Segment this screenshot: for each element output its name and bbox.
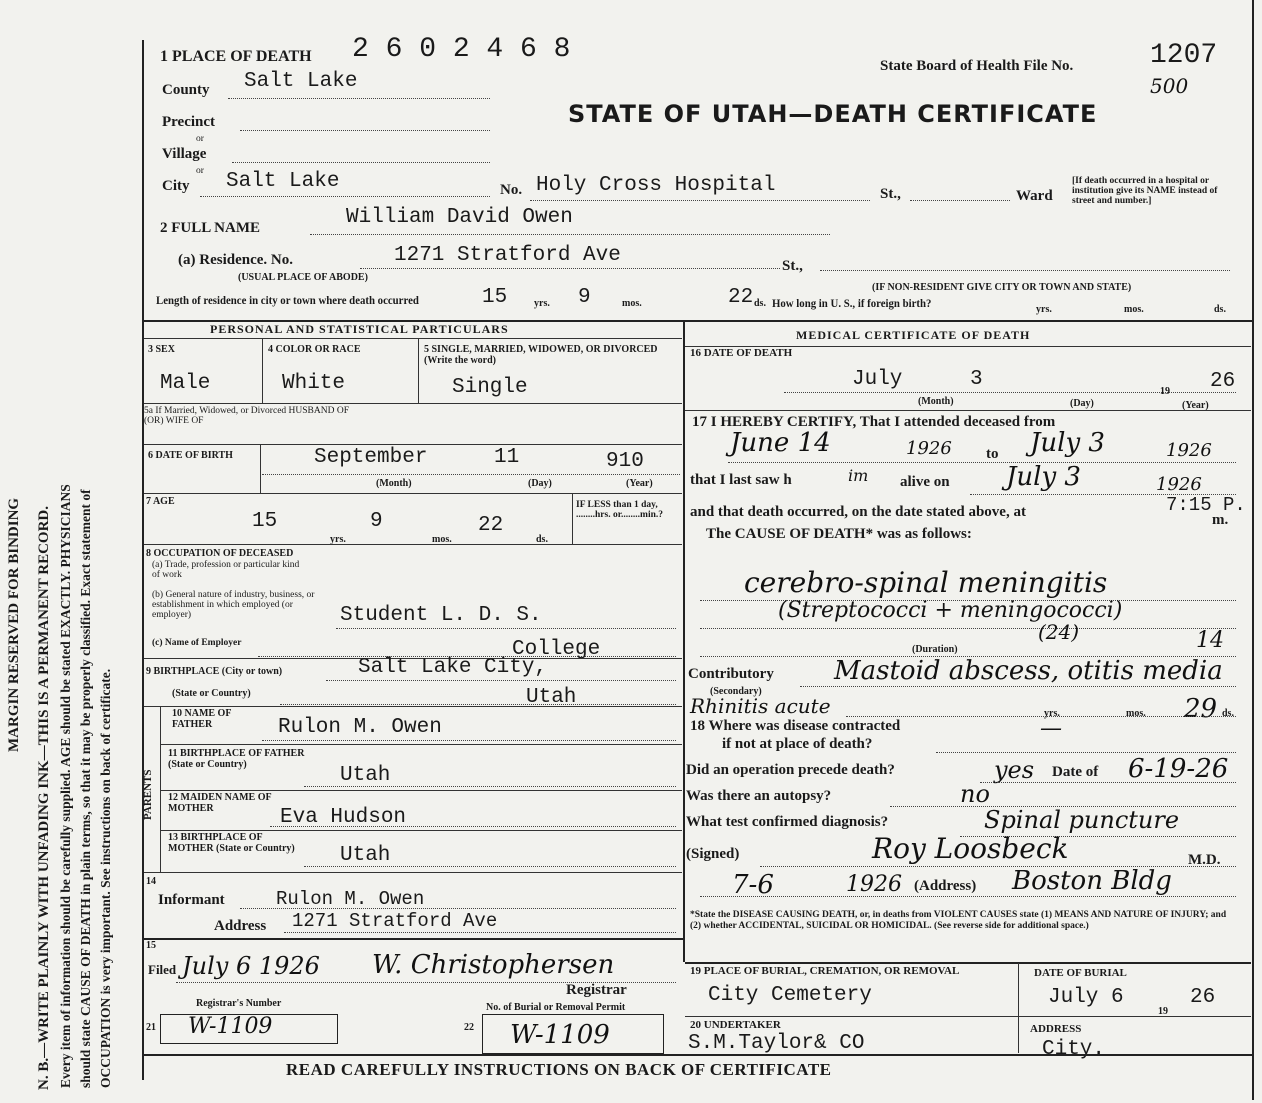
signed-year: 1926	[846, 872, 902, 897]
q18-sublabel: if not at place of death?	[722, 736, 873, 752]
birthplace-state-label: (State or Country)	[172, 688, 251, 699]
instruction-line-4: OCCUPATION is very important. See instructions on back of certificate.	[98, 668, 113, 1088]
registrar-label: Registrar	[566, 982, 627, 998]
medical-heading: MEDICAL CERTIFICATE OF DEATH	[796, 328, 1031, 342]
employer-label: (c) Name of Employer	[152, 638, 242, 648]
residence-days: 22	[728, 286, 754, 309]
contributory-duration: 29	[1184, 694, 1218, 724]
contributory-label: Contributory	[688, 666, 774, 682]
undertaker-label: 20 UNDERTAKER	[690, 1019, 781, 1031]
q18-answer: —	[1040, 716, 1062, 741]
attended-from: June 14	[730, 428, 831, 458]
personal-heading: PERSONAL AND STATISTICAL PARTICULARS	[210, 322, 509, 336]
residence-st-label: St.,	[782, 258, 803, 274]
operation-label: Did an operation precede death?	[686, 762, 895, 778]
file-sub-number: 500	[1150, 74, 1189, 98]
informant-address-label: Address	[214, 918, 267, 934]
filed-date: July 6 1926	[182, 952, 320, 980]
contributory-cause-2: Rhinitis acute	[690, 694, 831, 718]
burial-place-label: 19 PLACE OF BURIAL, CREMATION, OR REMOVAL	[690, 965, 960, 977]
q18-label: 18 Where was disease contracted	[690, 718, 901, 734]
instruction-line-3: should state CAUSE OF DEATH in plain terms, so that it may be properly classified. Exact statement of	[78, 489, 93, 1088]
certify-text: 17 I HEREBY CERTIFY, That I attended deceased from	[692, 414, 1056, 430]
father-name: Rulon M. Owen	[278, 716, 442, 739]
age-label: 7 AGE	[146, 496, 175, 507]
form-right-border	[1252, 0, 1254, 1100]
instruction-line-2: Every item of information should be carefully supplied. AGE should be stated EXACTLY. PHYSICIANS	[58, 484, 73, 1088]
village-label: Village	[162, 146, 207, 162]
duration-unit: 14	[1196, 628, 1224, 653]
item-22-label: 22	[464, 1022, 474, 1033]
filed-label: Filed	[148, 962, 177, 977]
sex-value: Male	[160, 372, 211, 395]
burial-year: 26	[1190, 986, 1216, 1009]
center-divider	[683, 322, 685, 962]
city-value: Salt Lake	[226, 170, 340, 193]
occupation-label: 8 OCCUPATION OF DECEASED	[146, 548, 294, 559]
full-name-value: William David Owen	[346, 206, 573, 229]
contributory-cause: Mastoid abscess, otitis media	[834, 656, 1223, 686]
death-day: 3	[970, 368, 983, 391]
spouse-label: 5a If Married, Widowed, or Divorced HUSBAND OF (OR) WIFE OF	[144, 406, 349, 426]
dob-label: 6 DATE OF BIRTH	[148, 450, 233, 461]
age-yrs-cap: yrs.	[330, 534, 346, 545]
birthplace-label: 9 BIRTHPLACE (City or town)	[146, 666, 283, 677]
occupation-a-label: (a) Trade, profession or particular kind of work	[152, 560, 300, 580]
father-name-label: 10 NAME OF FATHER	[172, 708, 232, 730]
attended-to: July 3	[1030, 428, 1105, 458]
registrar-signature: W. Christophersen	[372, 950, 615, 980]
marital-label: 5 SINGLE, MARRIED, WIDOWED, OR DIVORCED (Write the word)	[424, 344, 658, 366]
death-day-cap: (Day)	[1070, 398, 1094, 409]
place-of-death-label: 1 PLACE OF DEATH	[160, 48, 312, 65]
burial-place: City Cemetery	[708, 984, 872, 1007]
cause-of-death: cerebro-spinal meningitis	[744, 566, 1108, 599]
physician-address-label: (Address)	[914, 878, 977, 894]
precinct-label: Precinct	[162, 114, 216, 130]
occupation-value: Student L. D. S.	[340, 604, 542, 627]
certificate-title: STATE OF UTAH—DEATH CERTIFICATE	[568, 100, 1098, 128]
item-14-label: 14	[146, 876, 156, 887]
us-yrs-label: yrs.	[1036, 304, 1052, 315]
residence-value: 1271 Stratford Ave	[394, 244, 621, 267]
residence-sublabel: (USUAL PLACE OF ABODE)	[238, 272, 368, 283]
alive-on-label: alive on	[900, 474, 950, 490]
us-ds-label: ds.	[1214, 304, 1226, 315]
residence-years: 15	[482, 286, 508, 309]
test-answer: Spinal puncture	[984, 806, 1180, 834]
father-birthplace-label: 11 BIRTHPLACE OF FATHER (State or Country)	[168, 748, 305, 770]
death-time-m: m.	[1212, 512, 1229, 528]
county-value: Salt Lake	[244, 70, 358, 93]
md-label: M.D.	[1188, 852, 1221, 868]
undertaker: S.M.Taylor& CO	[688, 1032, 865, 1055]
us-mos-label: mos.	[1124, 304, 1144, 315]
secondary-label: (Secondary)	[710, 686, 762, 697]
occupation-b-label: (b) General nature of industry, business, or establishment in which employed (or employer)	[152, 590, 315, 620]
or-label-2: or	[196, 166, 204, 176]
length-of-residence-label: Length of residence in city or town where death occurred	[156, 293, 419, 307]
undertaker-address: City.	[1042, 1038, 1106, 1061]
cause-of-death-detail: (Streptococci + meningococci)	[778, 598, 1123, 623]
death-month: July	[852, 368, 903, 391]
permit-label: No. of Burial or Removal Permit	[486, 1002, 626, 1013]
or-label-1: or	[196, 134, 204, 144]
last-saw-year: 1926	[1156, 474, 1202, 495]
age-ds-cap: ds.	[536, 534, 548, 545]
death-occurred-label: and that death occurred, on the date stated above, at	[690, 504, 1026, 520]
city-label: City	[162, 178, 190, 194]
age-months: 9	[370, 510, 383, 533]
street-label: St.,	[880, 186, 901, 202]
dob-month: September	[314, 446, 428, 469]
dob-year-cap: (Year)	[626, 478, 653, 489]
certificate-number: 2 6 0 2 4 6 8	[352, 34, 571, 65]
informant-address: 1271 Stratford Ave	[292, 910, 498, 932]
item-21-label: 21	[146, 1022, 156, 1033]
nonresident-note: (IF NON-RESIDENT GIVE CITY OR TOWN AND STATE)	[872, 282, 1132, 293]
mother-birthplace: Utah	[340, 844, 391, 867]
age-days: 22	[478, 514, 504, 537]
death-time: 7:15 P.	[1166, 494, 1246, 516]
mother-name-label: 12 MAIDEN NAME OF MOTHER	[168, 792, 272, 814]
signed-label: (Signed)	[686, 846, 740, 862]
county-label: County	[162, 82, 210, 98]
last-saw-date: July 3	[1006, 462, 1081, 492]
cause-label: The CAUSE OF DEATH* was as follows:	[706, 526, 972, 542]
burial-date: July 6	[1048, 986, 1124, 1009]
contrib-mos-cap: mos.	[1126, 708, 1146, 719]
informant-name: Rulon M. Owen	[276, 888, 425, 910]
operation-answer: yes	[994, 756, 1035, 784]
color-label: 4 COLOR OR RACE	[268, 344, 361, 355]
dob-day: 11	[494, 446, 520, 469]
employer-value: College	[512, 638, 601, 661]
contrib-yrs-cap: yrs.	[1044, 708, 1060, 719]
attended-to-year: 1926	[1166, 440, 1212, 461]
street-no-label: No.	[500, 182, 523, 198]
item-15-label: 15	[146, 940, 156, 951]
duration-label: (Duration)	[912, 644, 958, 655]
sex-label: 3 SEX	[148, 344, 175, 355]
autopsy-answer: no	[960, 780, 990, 808]
duration-value: (24)	[1038, 620, 1080, 644]
instruction-line-1: N. B.—WRITE PLAINLY WITH UNFADING INK—THIS IS A PERMANENT RECORD.	[36, 506, 52, 1090]
ds-label: ds.	[754, 298, 766, 309]
binding-margin-note: MARGIN RESERVED FOR BINDING	[6, 497, 22, 752]
birthplace-city: Salt Lake City,	[358, 656, 548, 679]
undertaker-address-label: ADDRESS	[1030, 1023, 1082, 1035]
father-birthplace: Utah	[340, 764, 391, 787]
residence-months: 9	[578, 286, 591, 309]
death-address: Holy Cross Hospital	[536, 174, 776, 197]
marital-value: Single	[452, 376, 528, 399]
burial-year-prefix: 19	[1158, 1006, 1168, 1017]
dob-month-cap: (Month)	[376, 478, 412, 489]
us-residence-label: How long in U. S., if foreign birth?	[772, 296, 932, 310]
parents-label: PARENTS	[142, 769, 154, 820]
death-year: 26	[1210, 370, 1236, 393]
test-label: What test confirmed diagnosis?	[686, 814, 889, 830]
last-saw-him: im	[848, 466, 869, 485]
autopsy-label: Was there an autopsy?	[686, 788, 832, 804]
permit-number: W-1109	[510, 1020, 610, 1050]
mother-birthplace-label: 13 BIRTHPLACE OF MOTHER (State or Country)	[168, 832, 295, 854]
mos-label: mos.	[622, 298, 642, 309]
informant-label: Informant	[158, 892, 225, 908]
burial-date-label: DATE OF BURIAL	[1034, 967, 1127, 979]
dob-day-cap: (Day)	[528, 478, 552, 489]
operation-date: 6-19-26	[1128, 754, 1229, 784]
birthplace-state: Utah	[526, 686, 577, 709]
yrs-label: yrs.	[534, 298, 550, 309]
file-number: 1207	[1150, 40, 1218, 71]
age-mos-cap: mos.	[432, 534, 452, 545]
form-left-border	[142, 40, 144, 1080]
to-label: to	[986, 446, 999, 462]
ward-note: [If death occurred in a hospital or institution give its NAME instead of street and number.]	[1072, 176, 1218, 206]
mother-name: Eva Hudson	[280, 806, 407, 829]
signed-date: 7-6	[732, 870, 774, 900]
residence-label: (a) Residence. No.	[178, 252, 293, 268]
physician-signature: Roy Loosbeck	[872, 832, 1069, 865]
footer-instructions: READ CAREFULLY INSTRUCTIONS ON BACK OF CERTIFICATE	[286, 1060, 832, 1079]
less-than-day-label: IF LESS than 1 day, ........hrs. or........min.?	[576, 500, 664, 520]
full-name-label: 2 FULL NAME	[160, 220, 261, 236]
registrar-number: W-1109	[188, 1014, 273, 1039]
physician-address: Boston Bldg	[1012, 866, 1172, 896]
death-month-cap: (Month)	[918, 396, 954, 407]
contrib-ds-cap: ds.	[1222, 708, 1234, 719]
registrar-number-label: Registrar's Number	[196, 998, 282, 1009]
cause-footnote: *State the DISEASE CAUSING DEATH, or, in deaths from VIOLENT CAUSES state (1) MEANS AND NATURE OF INJURY; and (2) whether ACCIDENTAL, SUICIDAL OR HOMICIDAL. (See reverse side for additional space.)	[690, 910, 1227, 931]
date-of-death-label: 16 DATE OF DEATH	[690, 347, 793, 359]
operation-date-label: Date of	[1052, 764, 1099, 780]
dob-year: 910	[606, 450, 644, 473]
attended-from-year: 1926	[906, 438, 952, 459]
death-year-prefix: 19	[1160, 386, 1170, 397]
last-saw-label: that I last saw h	[690, 472, 792, 488]
file-number-label: State Board of Health File No.	[880, 58, 1074, 74]
ward-label: Ward	[1016, 188, 1053, 204]
color-value: White	[282, 372, 346, 395]
death-year-cap: (Year)	[1182, 400, 1209, 411]
age-years: 15	[252, 510, 278, 533]
